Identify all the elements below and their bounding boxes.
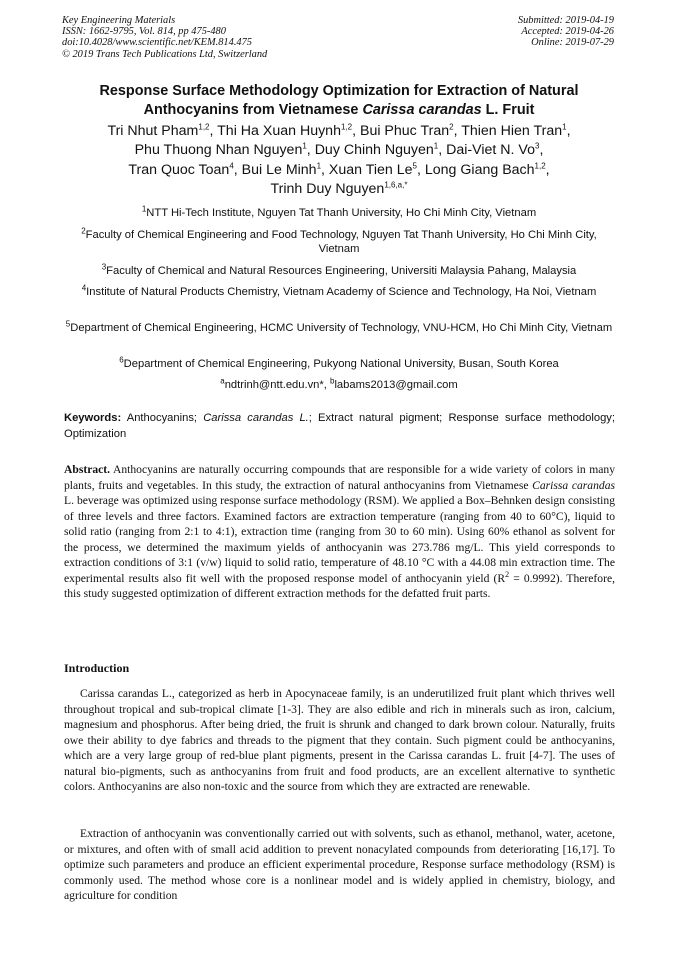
email-b[interactable]: labams2013@gmail.com xyxy=(334,379,458,391)
author: Dai-Viet N. Vo$^3$, xyxy=(446,141,544,159)
date-info xyxy=(518,15,614,49)
accepted-date: Accepted: 2019-04-26 xyxy=(521,26,614,38)
title-line-1: Response Surface Methodology Optimization for Extraction of Natural xyxy=(99,83,579,99)
author: Long Giang Bach$^{1,2}$, xyxy=(424,161,550,178)
affiliation: $^6$Department of Chemical Engineering, Pukyong National University, Busan, South Korea xyxy=(119,355,559,370)
introduction-heading: Introduction xyxy=(64,661,130,675)
doi-line: doi:10.4028/www.scientific.net/KEM.814.475 xyxy=(62,37,252,49)
copyright-line: © 2019 Trans Tech Publications Ltd, Switzerland xyxy=(62,48,268,60)
journal-name: Key Engineering Materials xyxy=(62,15,176,26)
email-a[interactable]: ndtrinh@ntt.edu.vn*, xyxy=(224,379,330,391)
title-line-2: Anthocyanins from Vietnamese Carissa carandas L. Fruit xyxy=(143,102,535,118)
issn-line: ISSN: 1662-9795, Vol. 814, pp 475-480 xyxy=(62,26,226,38)
author-list xyxy=(40,122,638,200)
author: Bui Le Minh$^1$, xyxy=(241,161,329,178)
affiliation: $^2$Faculty of Chemical Engineering and Food Technology, Nguyen Tat Thanh University, Ho Chi Minh City, Vietnam xyxy=(81,226,597,256)
online-date: Online: 2019-07-29 xyxy=(531,37,614,49)
email-line: $^a$ndtrinh@ntt.edu.vn*, $^b$labams2013@gmail.com xyxy=(220,376,458,391)
affiliation: $^5$Department of Chemical Engineering, HCMC University of Technology, VNU-HCM, Ho Chi Minh City, Vietnam xyxy=(65,319,613,334)
author: Thien Hien Tran$^1$, xyxy=(461,122,571,139)
author: Thi Ha Xuan Huynh$^{1,2}$, xyxy=(217,122,360,139)
intro-paragraph-2: Extraction of anthocyanin was conventionally carried out with solvents, such as ethanol, methanol, water, acetone, or mixtures, and often with of small acid addition to prevent nonacylated compounds from deteriorating [16,17]. To optimize such parameters and produce an efficient experimental procedure, Response surface methodology (RSM) is commonly used. The method whose core is a nonlinear model and is widely applied in chemistry, biology, and agriculture for condition xyxy=(64,827,615,902)
keywords: Keywords: Anthocyanins; Carissa carandas L.; Extract natural pigment; Response surface methodology; Optimization xyxy=(64,412,615,440)
author: Trinh Duy Nguyen$^{1,6,a,*}$ xyxy=(270,180,408,198)
intro-paragraph-1: Carissa carandas L., categorized as herb in Apocynaceae family, is an underutilized fruit plant which thrives well throughout tropical and sub-tropical climate [1-3]. They are also edible and rich in minerals such as iron, calcium, magnesium and phosphorus. After being dried, the fruit is shrunk and changed to dark brown colour. Naturally, fruits owe their ability to dye fabrics and threads to the pigment that they contain. Such pigment could be anthocyanins, which are a very large group of red-blue plant pigments, present in the Carissa carandas L. fruit [4-7]. The uses of natural bio-pigments, such as anthocyanins from fruit and food products, are an excellent alternative to synthetic colors. Anthocyanins are also non-toxic and the source from which they are extracted are renewable. xyxy=(64,687,615,793)
author: Phu Thuong Nhan Nguyen$^1$, xyxy=(134,141,315,159)
author: Bui Phuc Tran$^2$, xyxy=(359,122,462,139)
author: Tran Quoc Toan$^4$, xyxy=(128,161,242,178)
keywords-label: Keywords: xyxy=(64,412,122,424)
affiliation: $^4$Institute of Natural Products Chemistry, Vietnam Academy of Science and Technology, Ha Noi, Vietnam xyxy=(81,283,597,298)
affiliation: $^1$NTT Hi-Tech Institute, Nguyen Tat Thanh University, Ho Chi Minh City, Vietnam xyxy=(141,204,537,219)
abstract: Abstract. Anthocyanins are naturally occurring compounds that are responsible for a wide variety of colors in many plants, fruits and vegetables. In this study, the extraction of natural anthocyanins from Vietnamese Carissa carandas L. beverage was optimized using response surface methodology (RSM). We applied a Box–Behnken design consisting of three levels and three factors. Examined factors are extraction temperature (ranging from 40 to 60°C), liquid to solid ratio (ranging from 2:1 to 4:1), extraction time (ranging from 30 to 60 min). Using 60% ethanol as solvent for the process, we determined the maximum yields of anthocyanin was 273.786 mg/L. This yield corresponds to extraction conditions of 3:1 (v/w) liquid to solid ratio, temperature of 48.10 °C with a 44.08 min extraction time. The experimental results also fit well with the proposed response model of anthocyanin yield $(R^2 = 0.9992)$. Therefore, this study suggested optimization of different extraction methods for the defatted fruit parts. xyxy=(64,463,615,600)
abstract-label: Abstract. xyxy=(64,463,111,476)
author: Tri Nhut Pham$^{1,2}$, xyxy=(107,122,218,139)
affiliation: $^3$Faculty of Chemical and Natural Resources Engineering, Universiti Malaysia Pahang, Malaysia xyxy=(101,262,577,277)
paper-title xyxy=(40,82,638,120)
submitted-date: Submitted: 2019-04-19 xyxy=(517,15,614,26)
species-name: Carissa carandas xyxy=(362,102,482,118)
journal-info xyxy=(62,15,267,60)
author: Xuan Tien Le$^5$, xyxy=(328,161,425,178)
author: Duy Chinh Nguyen$^1$, xyxy=(314,141,447,159)
